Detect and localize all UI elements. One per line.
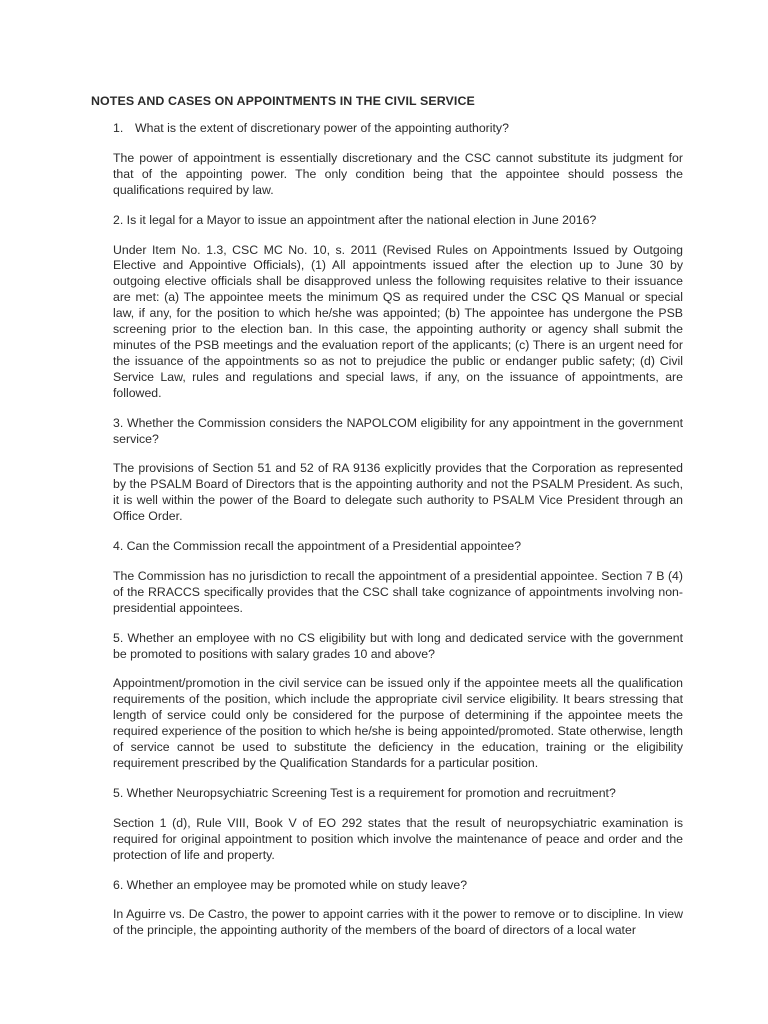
question-5b: 5. Whether Neuropsychiatric Screening Test is a requirement for promotion and recruitment? <box>113 785 616 800</box>
question-1 <box>113 121 683 137</box>
question-6: 6. Whether an employee may be promoted while on study leave? <box>113 877 468 892</box>
answer-5b: Section 1 (d), Rule VIII, Book V of EO 292 states that the result of neuropsychiatric examination is required for original appointment to position which involve the maintenance of peace and order and the protection of life and property. <box>113 815 683 862</box>
answer-1: The power of appointment is essentially discretionary and the CSC cannot substitute its judgment for that of the appointing power. The only condition being that the appointee should possess the qualifications required by law. <box>113 150 683 197</box>
question-5: 5. Whether an employee with no CS eligibility but with long and dedicated service with the government be promoted to positions with salary grades 10 and above? <box>113 630 683 661</box>
document-body <box>113 121 683 939</box>
answer-6: In Aguirre vs. De Castro, the power to appoint carries with it the power to remove or to discipline. In view of the principle, the appointing authority of the members of the board of directors of a local water <box>113 907 683 938</box>
question-1-text: What is the extent of discretionary power of the appointing authority? <box>135 121 509 135</box>
question-2: 2. Is it legal for a Mayor to issue an appointment after the national election in June 2016? <box>113 212 597 227</box>
answer-3: The provisions of Section 51 and 52 of RA 9136 explicitly provides that the Corporation as represented by the PSALM Board of Directors that is the appointing authority and not the PSALM President. As such, it is well within the power of the Board to delegate such authority to PSALM Vice President through an Office Order. <box>113 461 683 524</box>
question-4: 4. Can the Commission recall the appointment of a Presidential appointee? <box>113 539 522 554</box>
question-1-number: 1. <box>113 121 124 135</box>
answer-2: Under Item No. 1.3, CSC MC No. 10, s. 2011 (Revised Rules on Appointments Issued by Outgoing Elective and Appointive Officials), (1) All appointments issued after the election up to June 30 by outgoing elective officials shall be disapproved unless the following requisites relative to their issuance are met: (a) The appointee meets the minimum QS as required under the CSC QS Manual or special law, if any, for the position to which he/she was appointed; (b) The appointee has undergone the PSB screening prior to the election ban. In this case, the appointing authority or agency shall submit the minutes of the PSB meetings and the evaluation report of the applicants; (c) There is an urgent need for the issuance of the appointments so as not to prejudice the public or endanger public safety; (d) Civil Service Law, rules and regulations and special laws, if any, on the issuance of appointments, are followed. <box>113 242 683 400</box>
question-3: 3. Whether the Commission considers the NAPOLCOM eligibility for any appointment in the government service? <box>113 415 683 446</box>
answer-4: The Commission has no jurisdiction to recall the appointment of a presidential appointee. Section 7 B (4) of the RRACCS specifically provides that the CSC shall take cognizance of appointments involving non-presidential appointees. <box>113 568 683 615</box>
answer-5: Appointment/promotion in the civil service can be issued only if the appointee meets all the qualification requirements of the position, which include the appropriate civil service eligibility. It bears stressing that length of service could only be considered for the purpose of determining if the appointee meets the required experience of the position to which he/she is being appointed/promoted. State otherwise, length of service cannot be used to substitute the deficiency in the education, training or the eligibility requirement prescribed by the Qualification Standards for a particular position. <box>113 676 683 770</box>
document-title: NOTES AND CASES ON APPOINTMENTS IN THE CIVIL SERVICE <box>91 94 475 108</box>
